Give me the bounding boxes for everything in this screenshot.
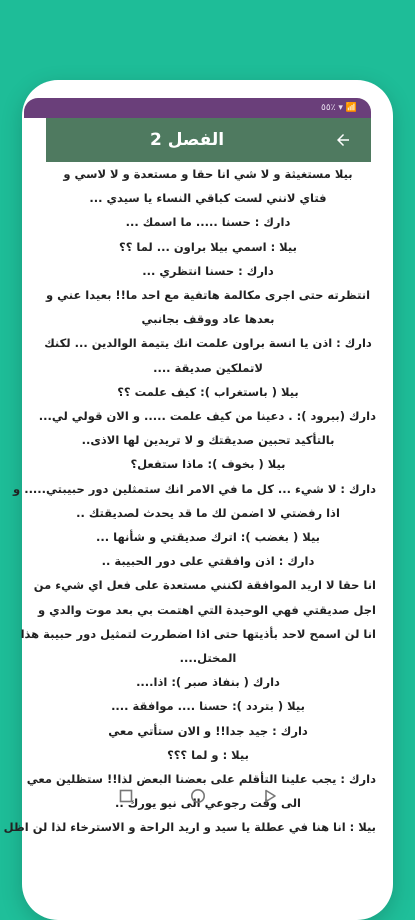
text-line: دارك : اذن يا انسة براون علمت انك يتيمة الوالدين ... لكنك <box>44 336 372 351</box>
text-line: بيلا : انا هنا في عطلة يا سيد و اريد الراحة و الاسترخاء لذا لن اظل <box>3 820 376 835</box>
text-line: انا حقا لا اريد الموافقة لكنني مستعدة على فعل اي شيء من <box>33 578 376 593</box>
text-line: بيلا : اسمي بيلا براون ... لما ؟؟ <box>119 239 297 254</box>
text-line: بيلا ( باستغراب ): كيف علمت ؟؟ <box>117 384 299 399</box>
text-line: دارك : اذن وافقتي على دور الحبيبة .. <box>101 554 315 569</box>
text-line: انتظرته حتى اجرى مكالمة هاتفية مع احد ما!! بعيدا عني و <box>45 288 371 303</box>
nav-back-button[interactable] <box>261 787 279 805</box>
text-line: بيلا : و لما ؟؟؟ <box>167 747 249 762</box>
text-line: بعدها عاد ووقف بجانبي <box>141 312 275 327</box>
triangle-back-icon <box>263 789 277 803</box>
text-line: بالتأكيد تحبين صديقتك و لا تريدين لها الاذى.. <box>81 433 335 448</box>
text-line: بيلا مستغيثة و لا شي انا حقا و مستعدة و لا لاسي و <box>63 167 353 181</box>
home-button[interactable] <box>189 787 207 805</box>
text-line: دارك : حسنا انتظري ... <box>142 263 274 278</box>
text-line: الى وقت رجوعي الى نيو يورك .. <box>115 796 301 811</box>
text-line: بيلا ( بتردد ): حسنا .... موافقة .... <box>111 699 305 714</box>
system-nav-bar <box>24 784 371 808</box>
status-bar <box>24 98 371 118</box>
text-line: دارك : جيد جدا!! و الان ستأتي معي <box>108 723 308 738</box>
arrow-left-icon <box>334 131 352 149</box>
recents-button[interactable] <box>117 787 135 805</box>
chapter-title: الفصل 2 <box>150 130 225 150</box>
app-bar <box>46 118 371 162</box>
text-line: بيلا ( بخوف ): ماذا ستفعل؟ <box>130 457 286 472</box>
text-line: اجل صديقتي فهي الوحيدة التي اهتمت بي بعد موت والدي و <box>38 602 376 617</box>
text-line: دارك ( بنفاذ صبر ): اذا.... <box>136 675 280 690</box>
chapter-text <box>3 162 376 835</box>
back-button[interactable] <box>329 126 357 154</box>
status-text: ٥٥٪ ▾ 📶 <box>321 103 357 113</box>
text-line: بيلا ( بغضب ): اترك صديقتي و شأنها ... <box>96 530 320 545</box>
text-line: دارك : يجب علينا التأقلم على بعضنا البعض لذا!! ستظلين معي <box>26 772 376 787</box>
text-line: فتاي لانني لست كباقي النساء يا سيدي ... <box>89 191 327 206</box>
text-line: دارك (ببرود ): . دعينا من كيف علمت ..... و الان قولي لي... <box>38 409 376 424</box>
text-line: دارك : حسنا ..... ما اسمك ... <box>125 215 291 230</box>
text-line: دارك : لا شيء ... كل ما في الامر انك ستمثلين دور حبيبتي..... و <box>13 481 376 496</box>
text-line: انا لن اسمح لاحد بأذيتها حتى اذا اضطررت لتمثيل دور حبيبة هذا <box>20 626 376 641</box>
text-line: المختل.... <box>179 651 237 666</box>
square-icon <box>119 789 133 803</box>
circle-icon <box>190 788 206 804</box>
text-line: اذا رفضتي لا اضمن لك ما قد يحدث لصديقتك .. <box>76 505 340 520</box>
text-line: لاتملكين صديقة .... <box>153 360 263 375</box>
